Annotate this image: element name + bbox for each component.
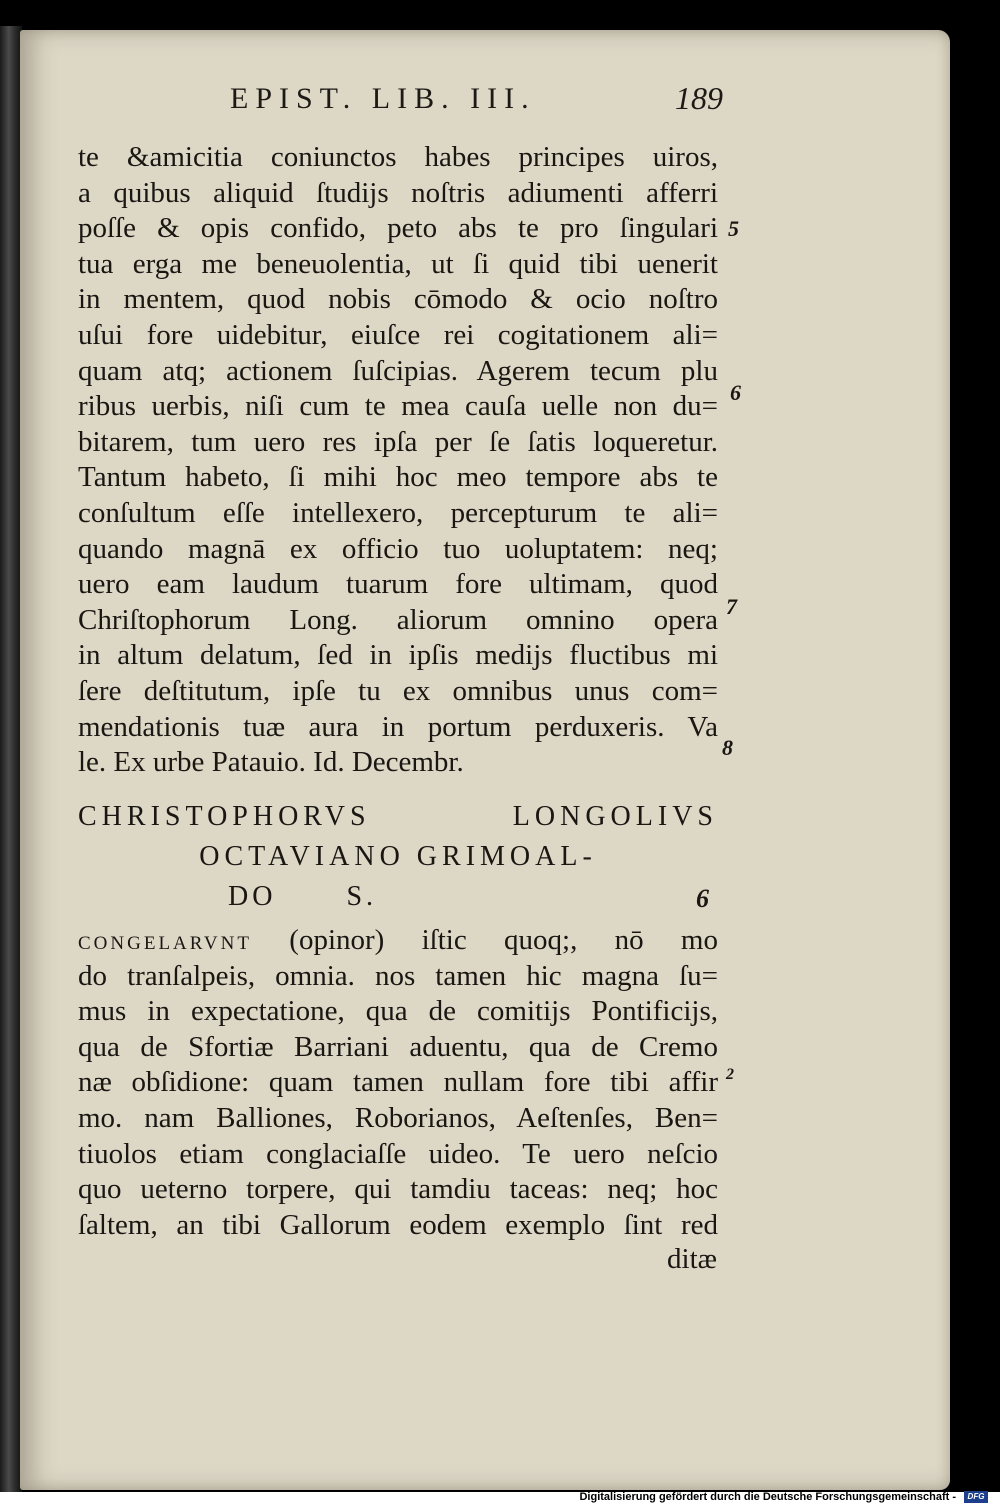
- text-line: ribus uerbis, niſi cum te mea cauſa uelle non du=: [78, 390, 718, 423]
- text-line: a quibus aliquid ſtudijs noſtris adiumenti afferri: [78, 176, 718, 209]
- heading-line-3-name: DO: [228, 881, 277, 912]
- text-line: poſſe & opis confido, peto abs te pro ſingulari: [78, 212, 718, 245]
- heading-salutation: S.: [346, 881, 378, 912]
- text-line: tua erga me beneuolentia, ut ſi quid tibi uenerit: [78, 247, 718, 280]
- letter-number: 6: [696, 884, 709, 913]
- text-line: le. Ex urbe Patauio. Id. Decembr.: [78, 746, 464, 779]
- heading-line-3: [78, 877, 718, 917]
- opening-word: CONGELARVNT: [78, 933, 252, 954]
- text-line: te &amicitia coniunctos habes principes uiros,: [78, 141, 718, 173]
- letter-1-text: [78, 140, 718, 781]
- text-line: tiuolos etiam conglaciaſſe uideo. Te uero neſcio: [78, 1137, 718, 1170]
- footer-credit: Digitalisierung gefördert durch die Deutsche Forschungsgemeinschaft -: [579, 1491, 956, 1503]
- text-line: in altum delatum, ſed in ipſis medijs fluctibus mi: [78, 639, 718, 672]
- text-line: do tranſalpeis, omnia. nos tamen hic magna ſu=: [78, 959, 718, 992]
- text-line: quam atq; actionem ſuſcipias. Agerem tecum plu: [78, 354, 718, 387]
- heading-line-2: OCTAVIANO GRIMOAL-: [199, 841, 597, 872]
- text-line: bitarem, tum uero res ipſa per ſe ſatis loqueretur.: [78, 425, 718, 458]
- letter-2-first-line: [78, 923, 718, 959]
- book-binding-edge: [0, 26, 22, 1492]
- book-page: [20, 30, 950, 1490]
- letter-heading: [78, 797, 718, 917]
- dfg-logo-icon: DFG: [964, 1491, 988, 1503]
- text-line: uſui fore uidebitur, eiuſce rei cogitationem ali=: [78, 318, 718, 351]
- letter-2-text: [78, 923, 718, 1243]
- text-line: qua de Sfortiæ Barriani aduentu, qua de Cremo: [78, 1030, 718, 1063]
- margin-number-8: 8: [722, 735, 733, 760]
- text-line: mus in expectatione, qua de comitijs Pontificijs,: [78, 995, 718, 1028]
- text-line: Chriſtophorum Long. aliorum omnino opera: [78, 603, 718, 636]
- text-line: in mentem, quod nobis cōmodo & ocio noſtro: [78, 283, 718, 316]
- text-line: mo. nam Balliones, Roborianos, Aeſtenſes, Ben=: [78, 1101, 718, 1134]
- text-line: ſere deſtitutum, ipſe tu ex omnibus unus com=: [78, 674, 718, 707]
- page-number: 189: [675, 80, 723, 116]
- text-line: ſaltem, an tibi Gallorum eodem exemplo ſint red: [78, 1208, 718, 1241]
- text-line: conſultum eſſe intellexero, percepturum te ali=: [78, 496, 718, 529]
- text-line: Tantum habeto, ſi mihi hoc meo tempore abs te: [78, 461, 718, 494]
- text-line: mendationis tuæ aura in portum perduxeris. Va: [78, 710, 718, 743]
- running-head: EPIST. LIB. III.: [230, 82, 536, 115]
- margin-number-2: 2: [726, 1066, 734, 1083]
- heading-line-1: CHRISTOPHORVS LONGOLIVS: [78, 801, 718, 832]
- first-line-rest: (opinor) iſtic quoq;, nō mo: [251, 924, 718, 956]
- margin-number-7: 7: [726, 594, 737, 619]
- text-line: quo ueterno torpere, qui tamdiu taceas: neq; hoc: [78, 1173, 718, 1206]
- catchword: ditæ: [667, 1243, 717, 1275]
- text-line: quando magnā ex officio tuo uoluptatem: neq;: [78, 532, 718, 565]
- margin-number-6: 6: [730, 380, 741, 405]
- margin-number-5: 5: [728, 216, 739, 241]
- text-line: uero eam laudum tuarum fore ultimam, quod: [78, 568, 718, 601]
- text-line: næ obſidione: quam tamen nullam fore tibi affir: [78, 1066, 718, 1099]
